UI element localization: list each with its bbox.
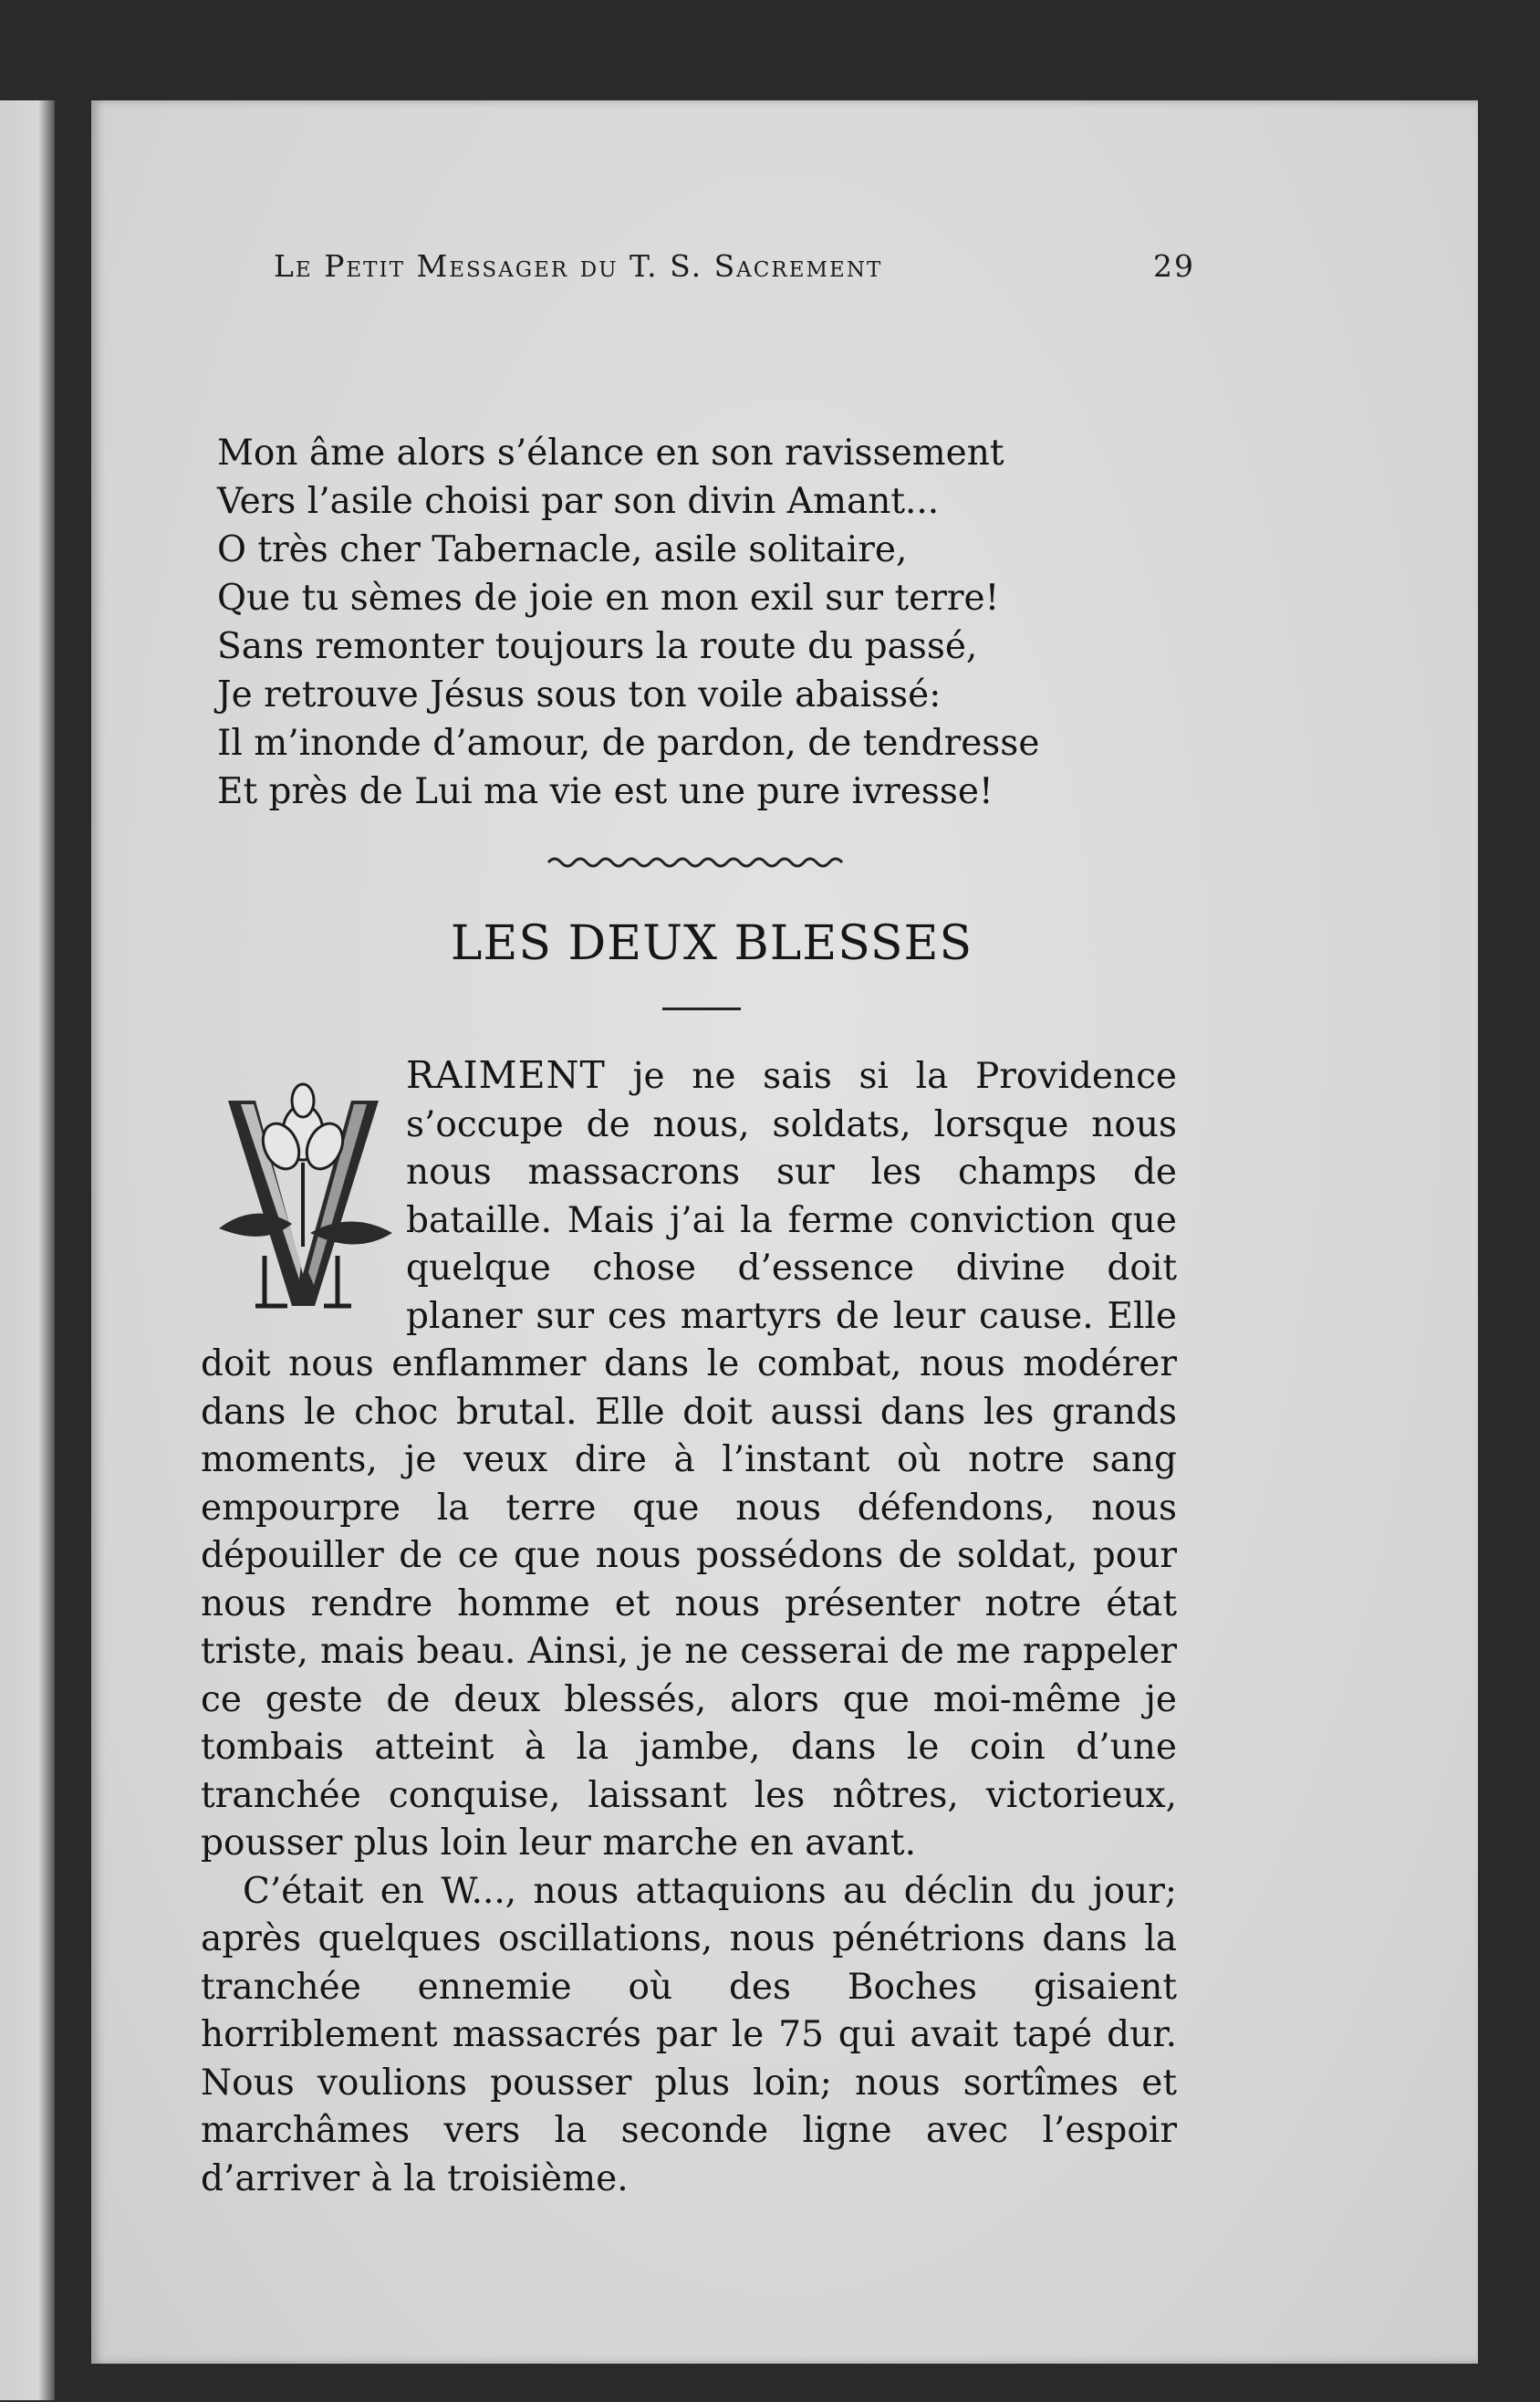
poem-line: Il m’inonde d’amour, de pardon, de tendresse (217, 723, 1040, 764)
page-number: 29 (1153, 248, 1195, 284)
running-header (274, 248, 1195, 284)
poem-line: Sans remonter toujours la route du passé, (217, 626, 978, 667)
title-rule (662, 1008, 741, 1010)
ornamental-divider-icon (544, 849, 845, 876)
running-title: Le Petit Messager du T. S. Sacrement (274, 248, 883, 284)
poem (217, 429, 1129, 816)
article-body (201, 1046, 1177, 2203)
paragraph-1 (201, 1046, 1177, 1868)
poem-line: Vers l’asile choisi par son divin Amant... (217, 481, 940, 522)
poem-line: Mon âme alors s’élance en son ravissement (217, 433, 1004, 474)
poem-line: Que tu sèmes de joie en mon exil sur terre! (217, 578, 1000, 619)
paragraph-2: C’était en W..., nous attaquions au déclin du jour; après quelques oscillations, nous pénétrions dans la tranchée ennemie où des Boches gisaient horriblement massacrés par le 75 qui avait tapé dur. Nous voulions pousser plus loin; nous sortîmes et marchâmes vers la seconde ligne avec l’espoir d’arriver à la troisième. (201, 1870, 1177, 2199)
article-title: LES DEUX BLESSES (450, 916, 973, 971)
poem-line: Je retrouve Jésus sous ton voile abaissé: (217, 674, 942, 715)
first-word-rest: RAIMENT (406, 1053, 606, 1097)
paragraph-1-text: je ne sais si la Providence s’occupe de nous, soldats, lorsque nous nous massacrons sur les champs de bataille. Mais j’ai la ferme conviction que quelque chose d’essence divine doit planer sur ces martyrs de leur cause. Elle doit nous enflammer dans le combat, nous modérer dans le choc brutal. Elle doit aussi dans les grands moments, je veux dire à l’instant où notre sang empourpre la terre que nous défendons, nous dépouiller de ce que nous possédons de soldat, pour nous rendre homme et nous présenter notre état triste, mais beau. Ainsi, je ne cesserai de me rappeler ce geste de deux blessés, alors que moi-même je tombais atteint à la jambe, dans le coin d’une tranchée conquise, laissant les nôtres, victorieux, pousser plus loin leur marche en avant. (201, 1056, 1177, 1864)
poem-line: Et près de Lui ma vie est une pure ivresse! (217, 771, 994, 812)
facing-page-edge (0, 100, 55, 2400)
poem-line: O très cher Tabernacle, asile solitaire, (217, 529, 908, 570)
ornamental-drop-cap-icon (201, 1046, 406, 1320)
drop-cap-letter: V (201, 1046, 202, 1047)
